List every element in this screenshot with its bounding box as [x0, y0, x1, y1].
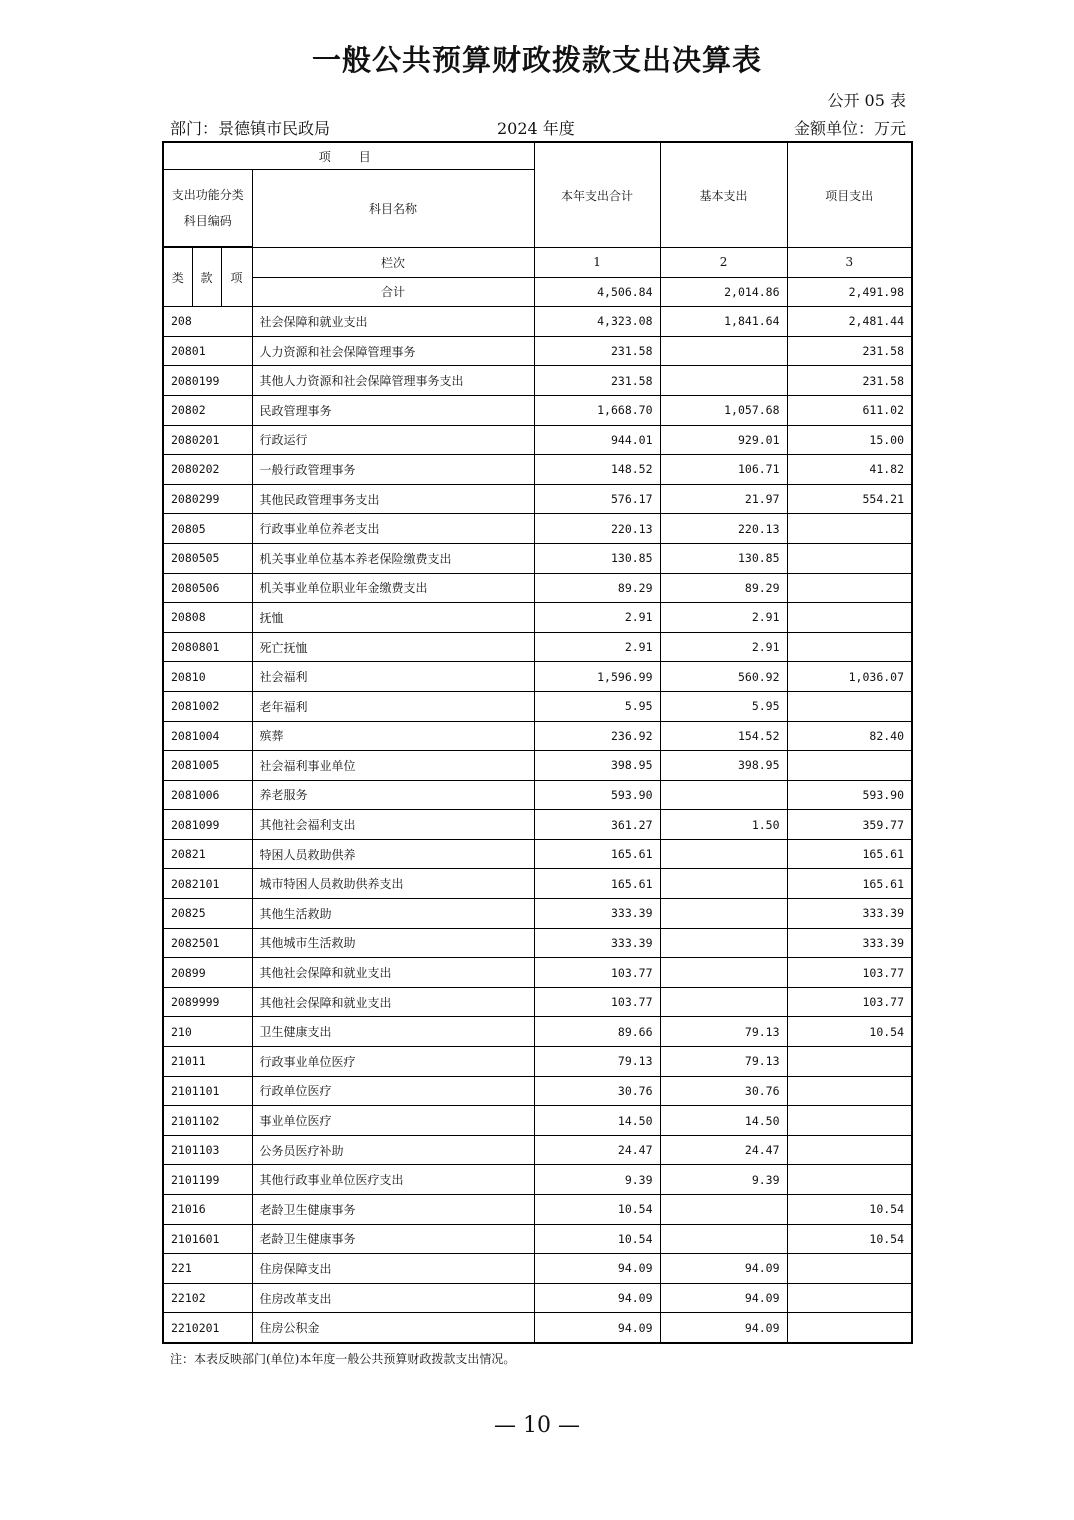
row-total: 103.77: [534, 958, 660, 988]
row-code: 2101102: [163, 1106, 252, 1136]
row-name: 行政单位医疗: [252, 1076, 534, 1106]
row-project: [787, 1106, 912, 1136]
table-row: [163, 1224, 912, 1254]
row-name: 特困人员救助供养: [252, 839, 534, 869]
table-row: [163, 721, 912, 751]
header-project: 项目支出: [787, 142, 912, 248]
header-total: 本年支出合计: [534, 142, 660, 248]
row-total: 944.01: [534, 425, 660, 455]
row-name: 住房公积金: [252, 1313, 534, 1343]
row-total: 30.76: [534, 1076, 660, 1106]
row-code: 2081002: [163, 691, 252, 721]
table-row: [163, 958, 912, 988]
row-basic: 2.91: [660, 632, 787, 662]
row-project: 165.61: [787, 869, 912, 899]
row-total: 1,668.70: [534, 395, 660, 425]
row-project: [787, 751, 912, 781]
table-body: [163, 307, 912, 1343]
table-row: [163, 1283, 912, 1313]
row-total: 24.47: [534, 1135, 660, 1165]
row-name: 人力资源和社会保障管理事务: [252, 336, 534, 366]
row-code: 2080505: [163, 543, 252, 573]
row-total: 94.09: [534, 1313, 660, 1343]
row-name: 卫生健康支出: [252, 1017, 534, 1047]
row-project: 165.61: [787, 839, 912, 869]
row-code: 2089999: [163, 987, 252, 1017]
footnote: 注：本表反映部门(单位)本年度一般公共预算财政拨款支出情况。: [170, 1352, 516, 1366]
row-total: 333.39: [534, 899, 660, 929]
table-row: [163, 395, 912, 425]
row-total: 2.91: [534, 603, 660, 633]
table-row: [163, 425, 912, 455]
row-basic: [660, 928, 787, 958]
row-total: 79.13: [534, 1047, 660, 1077]
row-basic: [660, 336, 787, 366]
table-row: [163, 691, 912, 721]
row-name: 社会福利: [252, 662, 534, 692]
year-label: 2024 年度: [497, 119, 575, 138]
row-code: 208: [163, 307, 252, 337]
row-basic: 94.09: [660, 1313, 787, 1343]
row-name: 其他社会保障和就业支出: [252, 987, 534, 1017]
row-project: [787, 1135, 912, 1165]
row-basic: 9.39: [660, 1165, 787, 1195]
header-xiang: 项: [221, 248, 252, 307]
row-basic: 560.92: [660, 662, 787, 692]
row-code: 2210201: [163, 1313, 252, 1343]
row-project: 10.54: [787, 1224, 912, 1254]
row-basic: 220.13: [660, 514, 787, 544]
budget-table: [162, 141, 913, 1344]
table-row: [163, 1254, 912, 1284]
header-name: 科目名称: [252, 170, 534, 248]
row-total: 333.39: [534, 928, 660, 958]
row-name: 抚恤: [252, 603, 534, 633]
table-row: [163, 366, 912, 396]
row-name: 死亡抚恤: [252, 632, 534, 662]
row-total: 165.61: [534, 839, 660, 869]
row-basic: 130.85: [660, 543, 787, 573]
row-project: 231.58: [787, 366, 912, 396]
row-name: 住房改革支出: [252, 1283, 534, 1313]
row-basic: 30.76: [660, 1076, 787, 1106]
table-row: [163, 603, 912, 633]
row-total: 148.52: [534, 455, 660, 485]
table-row: [163, 543, 912, 573]
header-item: 项 目: [163, 142, 534, 170]
row-basic: 5.95: [660, 691, 787, 721]
header-kuan: 款: [192, 248, 221, 307]
table-row: [163, 662, 912, 692]
row-basic: 94.09: [660, 1254, 787, 1284]
row-code: 20899: [163, 958, 252, 988]
row-name: 行政运行: [252, 425, 534, 455]
row-name: 老龄卫生健康事务: [252, 1195, 534, 1225]
header-lei: 类: [163, 248, 192, 307]
row-basic: 929.01: [660, 425, 787, 455]
row-project: [787, 1313, 912, 1343]
row-project: 10.54: [787, 1195, 912, 1225]
row-project: 231.58: [787, 336, 912, 366]
table-row: [163, 307, 912, 337]
row-code: 2081004: [163, 721, 252, 751]
row-project: [787, 514, 912, 544]
row-project: [787, 543, 912, 573]
row-project: 82.40: [787, 721, 912, 751]
row-basic: 21.97: [660, 484, 787, 514]
sum-project: 2,491.98: [787, 277, 912, 307]
row-name: 其他社会福利支出: [252, 810, 534, 840]
row-project: 554.21: [787, 484, 912, 514]
row-basic: 24.47: [660, 1135, 787, 1165]
row-name: 一般行政管理事务: [252, 455, 534, 485]
row-total: 10.54: [534, 1224, 660, 1254]
row-code: 221: [163, 1254, 252, 1284]
row-basic: [660, 780, 787, 810]
row-project: [787, 1254, 912, 1284]
row-name: 机关事业单位基本养老保险缴费支出: [252, 543, 534, 573]
row-total: 14.50: [534, 1106, 660, 1136]
row-code: 2080201: [163, 425, 252, 455]
row-total: 9.39: [534, 1165, 660, 1195]
row-basic: 1,841.64: [660, 307, 787, 337]
row-basic: [660, 958, 787, 988]
table-row: [163, 1165, 912, 1195]
row-code: 20810: [163, 662, 252, 692]
row-project: [787, 691, 912, 721]
row-name: 社会福利事业单位: [252, 751, 534, 781]
row-name: 其他生活救助: [252, 899, 534, 929]
row-total: 231.58: [534, 336, 660, 366]
row-total: 4,323.08: [534, 307, 660, 337]
row-code: 2080199: [163, 366, 252, 396]
row-project: 41.82: [787, 455, 912, 485]
row-name: 城市特困人员救助供养支出: [252, 869, 534, 899]
row-project: [787, 1076, 912, 1106]
table-row: [163, 1135, 912, 1165]
row-code: 2101103: [163, 1135, 252, 1165]
row-total: 220.13: [534, 514, 660, 544]
row-total: 94.09: [534, 1283, 660, 1313]
row-total: 593.90: [534, 780, 660, 810]
header-lanci: 栏次: [252, 248, 534, 278]
row-basic: [660, 899, 787, 929]
row-basic: 14.50: [660, 1106, 787, 1136]
row-basic: [660, 366, 787, 396]
row-basic: 2.91: [660, 603, 787, 633]
table-row: [163, 899, 912, 929]
page-title: 一般公共预算财政拨款支出决算表: [311, 43, 762, 77]
header-col-2: 2: [660, 248, 787, 278]
row-total: 103.77: [534, 987, 660, 1017]
row-code: 2081006: [163, 780, 252, 810]
row-total: 89.66: [534, 1017, 660, 1047]
row-project: 611.02: [787, 395, 912, 425]
sum-total: 4,506.84: [534, 277, 660, 307]
row-basic: 106.71: [660, 455, 787, 485]
row-project: [787, 573, 912, 603]
header-col-3: 3: [787, 248, 912, 278]
row-code: 2082101: [163, 869, 252, 899]
row-project: 333.39: [787, 899, 912, 929]
row-name: 事业单位医疗: [252, 1106, 534, 1136]
page-number: — 10 —: [494, 1413, 580, 1438]
table-row: [163, 484, 912, 514]
row-name: 机关事业单位职业年金缴费支出: [252, 573, 534, 603]
row-total: 89.29: [534, 573, 660, 603]
table-row: [163, 869, 912, 899]
row-name: 老年福利: [252, 691, 534, 721]
row-code: 210: [163, 1017, 252, 1047]
row-code: 2082501: [163, 928, 252, 958]
row-project: 2,481.44: [787, 307, 912, 337]
row-name: 殡葬: [252, 721, 534, 751]
row-code: 2080299: [163, 484, 252, 514]
department-label: 部门：景德镇市民政局: [170, 119, 331, 138]
row-name: 社会保障和就业支出: [252, 307, 534, 337]
row-code: 2080506: [163, 573, 252, 603]
row-project: 103.77: [787, 987, 912, 1017]
row-code: 22102: [163, 1283, 252, 1313]
row-basic: 154.52: [660, 721, 787, 751]
row-project: [787, 1047, 912, 1077]
row-basic: 1,057.68: [660, 395, 787, 425]
row-project: 15.00: [787, 425, 912, 455]
row-name: 公务员医疗补助: [252, 1135, 534, 1165]
row-name: 行政事业单位养老支出: [252, 514, 534, 544]
row-basic: 1.50: [660, 810, 787, 840]
table-row: [163, 780, 912, 810]
row-code: 2081005: [163, 751, 252, 781]
row-total: 236.92: [534, 721, 660, 751]
row-total: 94.09: [534, 1254, 660, 1284]
row-basic: [660, 839, 787, 869]
row-name: 老龄卫生健康事务: [252, 1224, 534, 1254]
row-name: 养老服务: [252, 780, 534, 810]
row-code: 21016: [163, 1195, 252, 1225]
row-name: 住房保障支出: [252, 1254, 534, 1284]
row-project: 10.54: [787, 1017, 912, 1047]
table-row: [163, 839, 912, 869]
header-basic: 基本支出: [660, 142, 787, 248]
table-row: [163, 455, 912, 485]
row-code: 20802: [163, 395, 252, 425]
row-code: 2080202: [163, 455, 252, 485]
row-total: 10.54: [534, 1195, 660, 1225]
row-total: 1,596.99: [534, 662, 660, 692]
row-code: 2080801: [163, 632, 252, 662]
row-code: 2101101: [163, 1076, 252, 1106]
row-code: 20801: [163, 336, 252, 366]
table-row: [163, 1017, 912, 1047]
table-row: [163, 751, 912, 781]
row-code: 20825: [163, 899, 252, 929]
row-code: 2101199: [163, 1165, 252, 1195]
header-col-1: 1: [534, 248, 660, 278]
row-name: 其他民政管理事务支出: [252, 484, 534, 514]
row-total: 576.17: [534, 484, 660, 514]
row-total: 361.27: [534, 810, 660, 840]
table-row: [163, 1313, 912, 1343]
form-number: 公开 05 表: [827, 91, 906, 110]
row-code: 20805: [163, 514, 252, 544]
header-code: 支出功能分类科目编码: [163, 170, 252, 247]
row-project: 1,036.07: [787, 662, 912, 692]
row-basic: [660, 1224, 787, 1254]
row-project: [787, 1165, 912, 1195]
row-project: 333.39: [787, 928, 912, 958]
row-basic: [660, 869, 787, 899]
table-row: [163, 336, 912, 366]
sum-basic: 2,014.86: [660, 277, 787, 307]
row-project: 103.77: [787, 958, 912, 988]
table-row: [163, 1195, 912, 1225]
table-row: [163, 1047, 912, 1077]
row-total: 231.58: [534, 366, 660, 396]
row-basic: 79.13: [660, 1017, 787, 1047]
row-total: 2.91: [534, 632, 660, 662]
row-code: 2081099: [163, 810, 252, 840]
row-project: 593.90: [787, 780, 912, 810]
row-name: 其他行政事业单位医疗支出: [252, 1165, 534, 1195]
table-row: [163, 987, 912, 1017]
table-row: [163, 573, 912, 603]
row-total: 5.95: [534, 691, 660, 721]
table-row: [163, 632, 912, 662]
table-row: [163, 1076, 912, 1106]
row-project: [787, 632, 912, 662]
table-row: [163, 928, 912, 958]
row-name: 其他城市生活救助: [252, 928, 534, 958]
table-row: [163, 514, 912, 544]
row-total: 165.61: [534, 869, 660, 899]
row-basic: 79.13: [660, 1047, 787, 1077]
row-code: 20821: [163, 839, 252, 869]
table-row: [163, 1106, 912, 1136]
row-project: [787, 1283, 912, 1313]
table-row: [163, 810, 912, 840]
row-project: [787, 603, 912, 633]
row-basic: [660, 987, 787, 1017]
unit-label: 金额单位：万元: [793, 119, 906, 138]
row-name: 民政管理事务: [252, 395, 534, 425]
table-header: [163, 142, 912, 307]
row-total: 398.95: [534, 751, 660, 781]
row-name: 行政事业单位医疗: [252, 1047, 534, 1077]
row-basic: 398.95: [660, 751, 787, 781]
row-name: 其他人力资源和社会保障管理事务支出: [252, 366, 534, 396]
row-basic: 89.29: [660, 573, 787, 603]
row-basic: [660, 1195, 787, 1225]
row-name: 其他社会保障和就业支出: [252, 958, 534, 988]
row-total: 130.85: [534, 543, 660, 573]
row-basic: 94.09: [660, 1283, 787, 1313]
row-project: 359.77: [787, 810, 912, 840]
row-code: 20808: [163, 603, 252, 633]
row-code: 2101601: [163, 1224, 252, 1254]
row-code: 21011: [163, 1047, 252, 1077]
header-heji: 合计: [252, 277, 534, 307]
